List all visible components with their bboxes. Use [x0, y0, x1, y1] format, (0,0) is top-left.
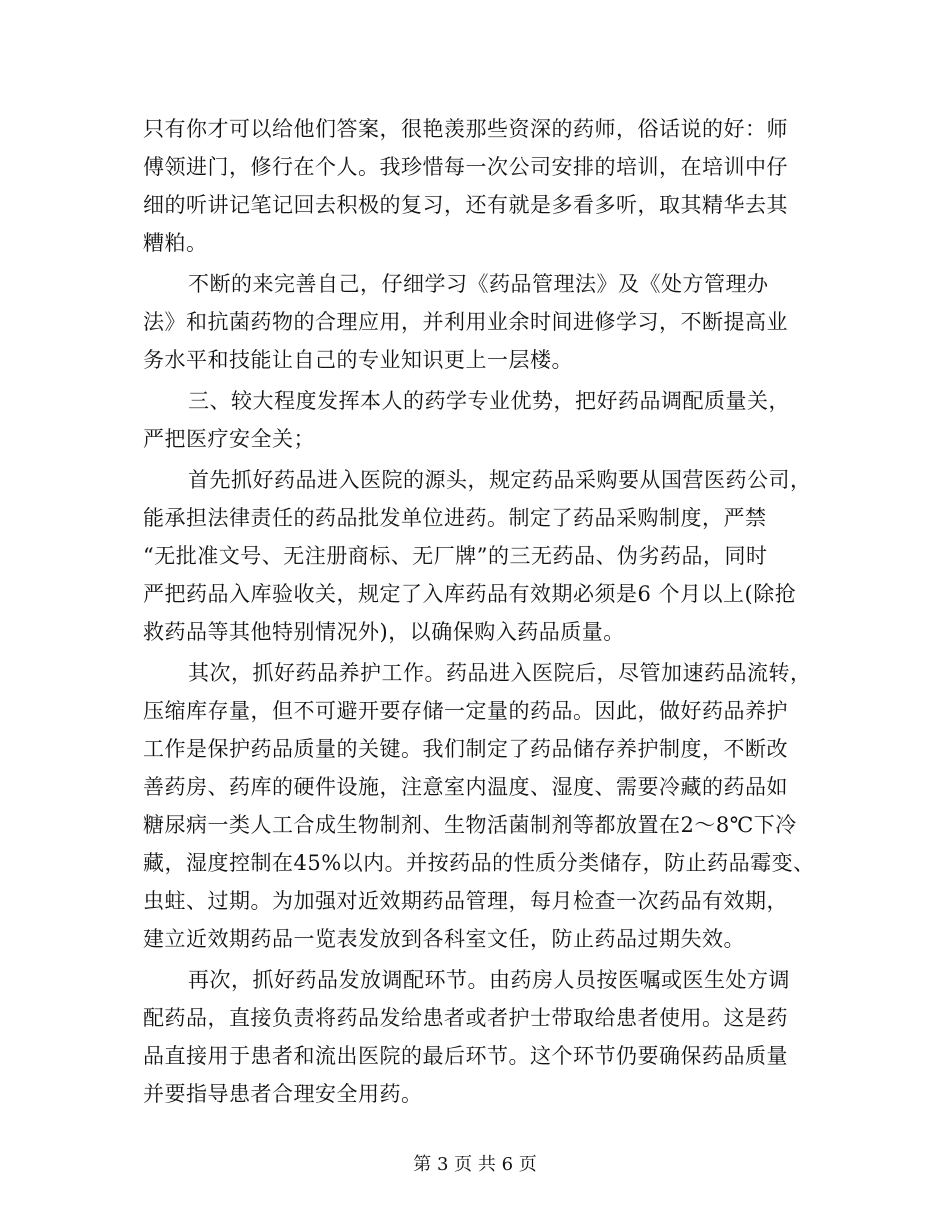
paragraph-6-line-3: 品直接用于患者和流出医院的最后环节。这个环节仍要确保药品质量	[143, 1044, 788, 1068]
paragraph-1-line-4: 糟粕。	[143, 231, 208, 255]
paragraph-4-line-2: 能承担法律责任的药品批发单位进药。制定了药品采购制度，严禁	[143, 506, 767, 530]
paragraph-5-line-5: 糖尿病一类人工合成生物制剂、生物活菌制剂等都放置在2～8℃下冷	[143, 813, 797, 837]
paragraph-4-line-3: “无批准文号、无注册商标、无厂牌”的三无药品、伪劣药品，同时	[143, 544, 768, 568]
paragraph-5-line-3: 工作是保护药品质量的关键。我们制定了药品储存养护制度，不断改	[143, 737, 788, 761]
paragraph-5-line-8: 建立近效期药品一览表发放到各科室文任，防止药品过期失效。	[143, 927, 745, 951]
paragraph-5-line-6: 藏，湿度控制在45%以内。并按药品的性质分类储存，防止药品霉变、	[143, 851, 815, 875]
paragraph-4-line-1: 首先抓好药品进入医院的源头，规定药品采购要从国营医药公司，	[188, 468, 812, 492]
paragraph-1-line-2: 傅领进门，修行在个人。我珍惜每一次公司安排的培训，在培训中仔	[143, 155, 788, 179]
paragraph-5-line-7: 虫蛀、过期。为加强对近效期药品管理，每月检查一次药品有效期，	[143, 889, 788, 913]
paragraph-1-line-1: 只有你才可以给他们答案，很艳羡那些资深的药师，俗话说的好：师	[143, 117, 788, 141]
page-number-footer: 第 3 页 共 6 页	[413, 1154, 537, 1175]
paragraph-4-line-4: 严把药品入库验收关，规定了入库药品有效期必须是6 个月以上(除抢	[143, 582, 797, 606]
paragraph-5-line-1: 其次，抓好药品养护工作。药品进入医院后，尽管加速药品流转，	[188, 661, 812, 685]
paragraph-2-line-2: 法》和抗菌药物的合理应用，并利用业余时间进修学习，不断提高业	[143, 310, 788, 334]
paragraph-3-line-2: 严把医疗安全关；	[143, 427, 315, 451]
paragraph-6-line-1: 再次，抓好药品发放调配环节。由药房人员按医嘱或医生处方调	[188, 968, 790, 992]
paragraph-2-line-1: 不断的来完善自己，仔细学习《药品管理法》及《处方管理办	[188, 272, 769, 296]
paragraph-6-line-4: 并要指导患者合理安全用药。	[143, 1082, 423, 1106]
paragraph-5-line-4: 善药房、药库的硬件设施，注意室内温度、湿度、需要冷藏的药品如	[143, 775, 788, 799]
paragraph-1-line-3: 细的听讲记笔记回去积极的复习，还有就是多看多听，取其精华去其	[143, 193, 788, 217]
paragraph-3-line-1: 三、较大程度发挥本人的药学专业优势，把好药品调配质量关，	[188, 389, 790, 413]
paragraph-5-line-2: 压缩库存量，但不可避开要存储一定量的药品。因此，做好药品养护	[143, 699, 788, 723]
paragraph-6-line-2: 配药品，直接负责将药品发给患者或者护士带取给患者使用。这是药	[143, 1006, 788, 1030]
paragraph-4-line-5: 救药品等其他特别情况外)，以确保购入药品质量。	[143, 620, 625, 644]
paragraph-2-line-3: 务水平和技能让自己的专业知识更上一层楼。	[143, 348, 573, 372]
